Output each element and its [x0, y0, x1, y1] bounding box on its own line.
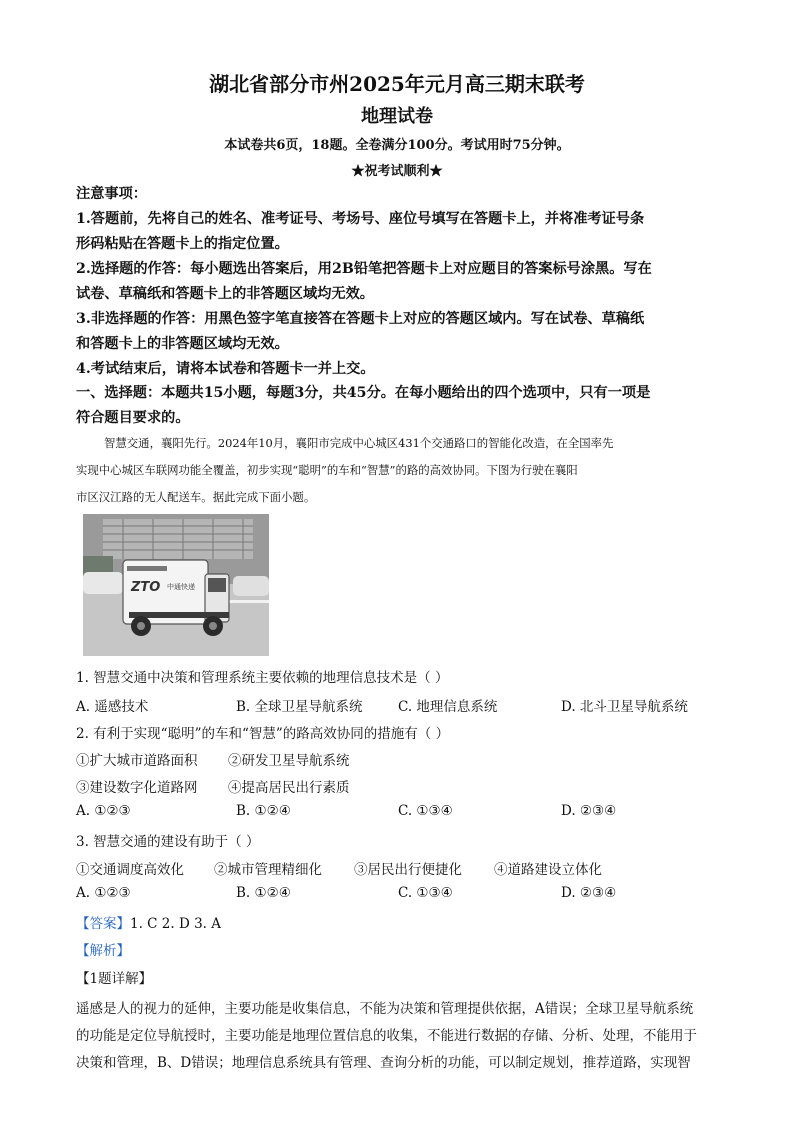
section-heading: 一、选择题：本题共15小题，每题3分，共45分。在每小题给出的四个选项中，只有一项是 — [76, 385, 651, 401]
answer-label: 【答案】 — [76, 916, 130, 932]
q1-option-d[interactable]: D. 北斗卫星导航系统 — [561, 699, 688, 715]
q3-item: ④道路建设立体化 — [494, 862, 602, 878]
q3-option-b[interactable]: B. ①②④ — [236, 885, 291, 901]
delivery-vehicle-photo — [83, 514, 269, 656]
q3-option-a[interactable]: A. ①②③ — [76, 885, 131, 901]
q2-option-d[interactable]: D. ②③④ — [561, 803, 617, 819]
passage-line: 市区汉江路的无人配送车。据此完成下面小题。 — [76, 490, 316, 504]
q2-option-c[interactable]: C. ①③④ — [398, 803, 453, 819]
q3-option-d[interactable]: D. ②③④ — [561, 885, 617, 901]
answer-text: 1. C 2. D 3. A — [130, 916, 221, 932]
explanation-line: 决策和管理，B、D错误；地理信息系统具有管理、查询分析的功能，可以制定规划，推荐道路，实现智 — [76, 1055, 691, 1071]
q2-item: ②研发卫星导航系统 — [228, 753, 350, 769]
notice-line: 试卷、草稿纸和答题卡上的非答题区域均无效。 — [76, 286, 374, 302]
q3-option-c[interactable]: C. ①③④ — [398, 885, 453, 901]
notice-line: 形码粘贴在答题卡上的指定位置。 — [76, 236, 289, 252]
passage-line: 智慧交通，襄阳先行。2024年10月，襄阳市完成中心城区431个交通路口的智能化改造，在全国率先 — [104, 436, 614, 450]
vehicle-name: 中通快递 — [167, 583, 195, 591]
q2-option-b[interactable]: B. ①②④ — [236, 803, 291, 819]
section-heading-cont: 符合题目要求的。 — [76, 410, 190, 426]
q3-stem: 3. 智慧交通的建设有助于（ ） — [76, 834, 260, 850]
notice-line: 1.答题前，先将自己的姓名、准考证号、考场号、座位号填写在答题卡上，并将准考证号条 — [76, 211, 645, 227]
q1-stem: 1. 智慧交通中决策和管理系统主要依赖的地理信息技术是（ ） — [76, 670, 449, 686]
q2-item: ④提高居民出行素质 — [228, 780, 350, 796]
vehicle-logo: ZTO — [131, 580, 161, 595]
exam-info: 本试卷共6页，18题。全卷满分100分。考试用时75分钟。 — [224, 138, 570, 153]
exam-title: 湖北省部分市州2025年元月高三期末联考 — [209, 72, 585, 96]
notice-line: 2.选择题的作答：每小题选出答案后，用2B铅笔把答题卡上对应题目的答案标号涂黑。写在 — [76, 261, 652, 277]
q2-item: ③建设数字化道路网 — [76, 780, 198, 796]
notice-line: 和答题卡上的非答题区域均无效。 — [76, 336, 289, 352]
q2-stem: 2. 有利于实现“聪明”的车和“智慧”的路高效协同的措施有（ ） — [76, 726, 450, 742]
analysis-label: 【解析】 — [76, 943, 130, 959]
explanation-line: 的功能是定位导航授时，主要功能是地理位置信息的收集，不能进行数据的存储、分析、处理，不能用于 — [76, 1028, 697, 1044]
passage-line: 实现中心城区车联网功能全覆盖，初步实现“聪明”的车和“智慧”的路的高效协同。下图为行驶在襄阳 — [76, 463, 578, 477]
q3-item: ②城市管理精细化 — [214, 862, 322, 878]
q3-item: ①交通调度高效化 — [76, 862, 184, 878]
q3-item: ③居民出行便捷化 — [354, 862, 462, 878]
q1-option-b[interactable]: B. 全球卫星导航系统 — [236, 699, 363, 715]
exam-blessing: ★祝考试顺利★ — [351, 164, 443, 179]
q1-option-a[interactable]: A. 遥感技术 — [76, 699, 149, 715]
answer-row — [76, 912, 221, 932]
notice-line: 3.非选择题的作答：用黑色签字笔直接答在答题卡上对应的答题区域内。写在试卷、草稿纸 — [76, 311, 645, 327]
explanation-line: 遥感是人的视力的延伸，主要功能是收集信息，不能为决策和管理提供依据，A错误；全球卫星导航系统 — [76, 1001, 694, 1017]
q2-option-a[interactable]: A. ①②③ — [76, 803, 131, 819]
q2-item: ①扩大城市道路面积 — [76, 753, 198, 769]
notice-line: 4.考试结束后，请将本试卷和答题卡一并上交。 — [76, 361, 375, 377]
notice-heading: 注意事项： — [76, 186, 147, 202]
exam-subject: 地理试卷 — [361, 106, 433, 127]
detail-heading: 【1题详解】 — [76, 971, 153, 987]
q1-option-c[interactable]: C. 地理信息系统 — [398, 699, 498, 715]
